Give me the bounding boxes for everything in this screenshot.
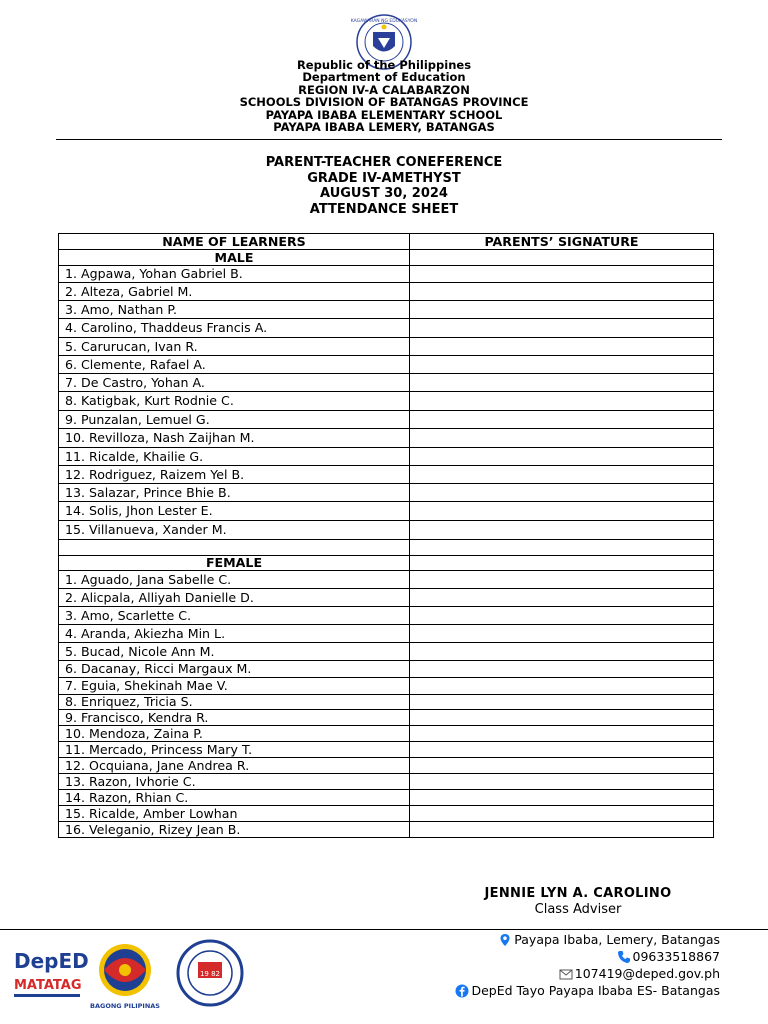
table-row: [59, 790, 714, 806]
blank-row: [59, 540, 714, 556]
learner-name: 6. Clemente, Rafael A.: [59, 356, 410, 374]
learner-name: 5. Carurucan, Ivan R.: [59, 338, 410, 356]
email-text: 107419@deped.gov.ph: [574, 966, 720, 981]
signature-cell: [410, 266, 714, 283]
adviser-block: [478, 886, 678, 917]
learner-name: 2. Alteza, Gabriel M.: [59, 283, 410, 301]
table-row: [59, 429, 714, 448]
signature-cell: [410, 589, 714, 607]
table-row: [59, 806, 714, 822]
header-line: SCHOOLS DIVISION OF BATANGAS PROVINCE: [239, 95, 529, 110]
contact-info: [455, 931, 720, 999]
signature-cell: [410, 374, 714, 392]
learner-name: 3. Amo, Nathan P.: [59, 301, 410, 319]
address-line: [455, 931, 720, 948]
learner-name: 4. Aranda, Akiezha Min L.: [59, 625, 410, 643]
learner-name: 9. Francisco, Kendra R.: [59, 710, 410, 726]
header-line: Department of Education: [302, 70, 466, 85]
signature-cell: [410, 411, 714, 429]
learner-name: 13. Razon, Ivhorie C.: [59, 774, 410, 790]
signature-cell: [410, 790, 714, 806]
email-icon: [559, 967, 573, 981]
svg-text:19 82: 19 82: [199, 970, 221, 978]
signature-cell: [410, 806, 714, 822]
table-row: [59, 411, 714, 429]
learner-name: 14. Razon, Rhian C.: [59, 790, 410, 806]
learner-name: 4. Carolino, Thaddeus Francis A.: [59, 319, 410, 338]
signature-cell: [410, 338, 714, 356]
document-title: [0, 155, 768, 217]
male-section-label: MALE: [59, 250, 410, 266]
signature-column-header: PARENTS’ SIGNATURE: [410, 234, 714, 250]
signature-cell: [410, 695, 714, 710]
adviser-role: Class Adviser: [534, 902, 622, 917]
learner-name: 6. Dacanay, Ricci Margaux M.: [59, 661, 410, 678]
learner-name: 12. Ocquiana, Jane Andrea R.: [59, 758, 410, 774]
table-row: [59, 758, 714, 774]
table-row: [59, 822, 714, 838]
signature-cell: [410, 678, 714, 695]
table-row: [59, 484, 714, 502]
learner-name: 13. Salazar, Prince Bhie B.: [59, 484, 410, 502]
learner-name: 9. Punzalan, Lemuel G.: [59, 411, 410, 429]
footer-logos: [10, 936, 250, 1011]
deped-matatag-logo: [14, 949, 89, 997]
signature-cell: [410, 521, 714, 540]
table-row: [59, 726, 714, 742]
attendance-table: [58, 233, 714, 838]
svg-text:MATATAG: MATATAG: [14, 978, 82, 993]
signature-cell: [410, 643, 714, 661]
address-text: Payapa Ibaba, Lemery, Batangas: [514, 932, 720, 947]
signature-cell: [410, 607, 714, 625]
signature-cell: [410, 250, 714, 266]
school-seal-logo: [178, 941, 242, 1005]
table-row: [59, 774, 714, 790]
title-line: GRADE IV-AMETHYST: [307, 170, 461, 186]
signature-cell: [410, 742, 714, 758]
table-row: [59, 266, 714, 283]
bagong-pilipinas-logo: [90, 944, 160, 1010]
facebook-line: [455, 982, 720, 999]
table-row: [59, 695, 714, 710]
signature-cell: [410, 661, 714, 678]
signature-cell: [410, 448, 714, 466]
female-section-label: FEMALE: [59, 556, 410, 571]
learner-name: 11. Ricalde, Khailie G.: [59, 448, 410, 466]
learner-name: 15. Villanueva, Xander M.: [59, 521, 410, 540]
svg-text:DepED: DepED: [14, 949, 89, 973]
learner-name: 8. Katigbak, Kurt Rodnie C.: [59, 392, 410, 411]
phone-text: 09633518867: [632, 949, 720, 964]
facebook-text: DepEd Tayo Payapa Ibaba ES- Batangas: [471, 983, 720, 998]
signature-cell: [410, 571, 714, 589]
signature-cell: [410, 540, 714, 556]
learner-name: 3. Amo, Scarlette C.: [59, 607, 410, 625]
learner-name: 1. Agpawa, Yohan Gabriel B.: [59, 266, 410, 283]
learner-name: 12. Rodriguez, Raizem Yel B.: [59, 466, 410, 484]
learner-name: 8. Enriquez, Tricia S.: [59, 695, 410, 710]
signature-cell: [410, 556, 714, 571]
learner-name: 7. Eguia, Shekinah Mae V.: [59, 678, 410, 695]
learner-name: 5. Bucad, Nicole Ann M.: [59, 643, 410, 661]
table-row: [59, 661, 714, 678]
table-row: [59, 466, 714, 484]
table-row: [59, 710, 714, 726]
table-row: [59, 319, 714, 338]
signature-cell: [410, 301, 714, 319]
svg-text:BAGONG PILIPINAS: BAGONG PILIPINAS: [90, 1002, 160, 1010]
table-row: [59, 502, 714, 521]
signature-cell: [410, 625, 714, 643]
learner-name: 10. Mendoza, Zaina P.: [59, 726, 410, 742]
learner-name: 1. Aguado, Jana Sabelle C.: [59, 571, 410, 589]
table-row: [59, 338, 714, 356]
table-row: [59, 607, 714, 625]
adviser-name: JENNIE LYN A. CAROLINO: [484, 886, 672, 901]
learner-name: 15. Ricalde, Amber Lowhan: [59, 806, 410, 822]
table-row: [59, 678, 714, 695]
table-row: [59, 571, 714, 589]
email-line: [455, 965, 720, 982]
table-row: [59, 625, 714, 643]
table-row: [59, 521, 714, 540]
footer-divider: [0, 929, 768, 930]
section-row-male: [59, 250, 714, 266]
signature-cell: [410, 502, 714, 521]
signature-cell: [410, 758, 714, 774]
header-line: PAYAPA IBABA ELEMENTARY SCHOOL: [265, 107, 503, 122]
signature-cell: [410, 319, 714, 338]
signature-cell: [410, 356, 714, 374]
learner-name: 2. Alicpala, Alliyah Danielle D.: [59, 589, 410, 607]
table-row: [59, 643, 714, 661]
signature-cell: [410, 774, 714, 790]
header-divider: [56, 139, 722, 140]
signature-cell: [410, 283, 714, 301]
learner-name: 16. Veleganio, Rizey Jean B.: [59, 822, 410, 838]
signature-cell: [410, 484, 714, 502]
learners-column-header: NAME OF LEARNERS: [59, 234, 410, 250]
title-line: PARENT-TEACHER CONEFERENCE: [265, 155, 503, 170]
header-line: REGION IV-A CALABARZON: [298, 82, 470, 97]
title-line: ATTENDANCE SHEET: [309, 201, 459, 217]
learner-name: [59, 540, 410, 556]
table-row: [59, 283, 714, 301]
phone-line: [455, 948, 720, 965]
table-row: [59, 742, 714, 758]
letterhead: [0, 59, 768, 133]
signature-cell: [410, 726, 714, 742]
table-row: [59, 589, 714, 607]
learner-name: 10. Revilloza, Nash Zaijhan M.: [59, 429, 410, 448]
signature-cell: [410, 429, 714, 448]
learner-name: 7. De Castro, Yohan A.: [59, 374, 410, 392]
signature-cell: [410, 466, 714, 484]
section-row-female: [59, 556, 714, 571]
phone-icon: [617, 950, 631, 964]
table-header-row: [59, 234, 714, 250]
header-line: Republic of the Philippines: [296, 58, 472, 72]
facebook-icon: [455, 984, 469, 998]
table-row: [59, 392, 714, 411]
seal-text: KAGAWARAN NG EDUKASYON: [350, 19, 418, 24]
header-line: PAYAPA IBABA LEMERY, BATANGAS: [273, 120, 495, 135]
title-line: AUGUST 30, 2024: [320, 186, 448, 202]
learner-name: 14. Solis, Jhon Lester E.: [59, 502, 410, 521]
table-row: [59, 356, 714, 374]
signature-cell: [410, 710, 714, 726]
table-row: [59, 374, 714, 392]
table-row: [59, 301, 714, 319]
signature-cell: [410, 392, 714, 411]
location-pin-icon: [498, 933, 512, 947]
signature-cell: [410, 822, 714, 838]
learner-name: 11. Mercado, Princess Mary T.: [59, 742, 410, 758]
table-row: [59, 448, 714, 466]
